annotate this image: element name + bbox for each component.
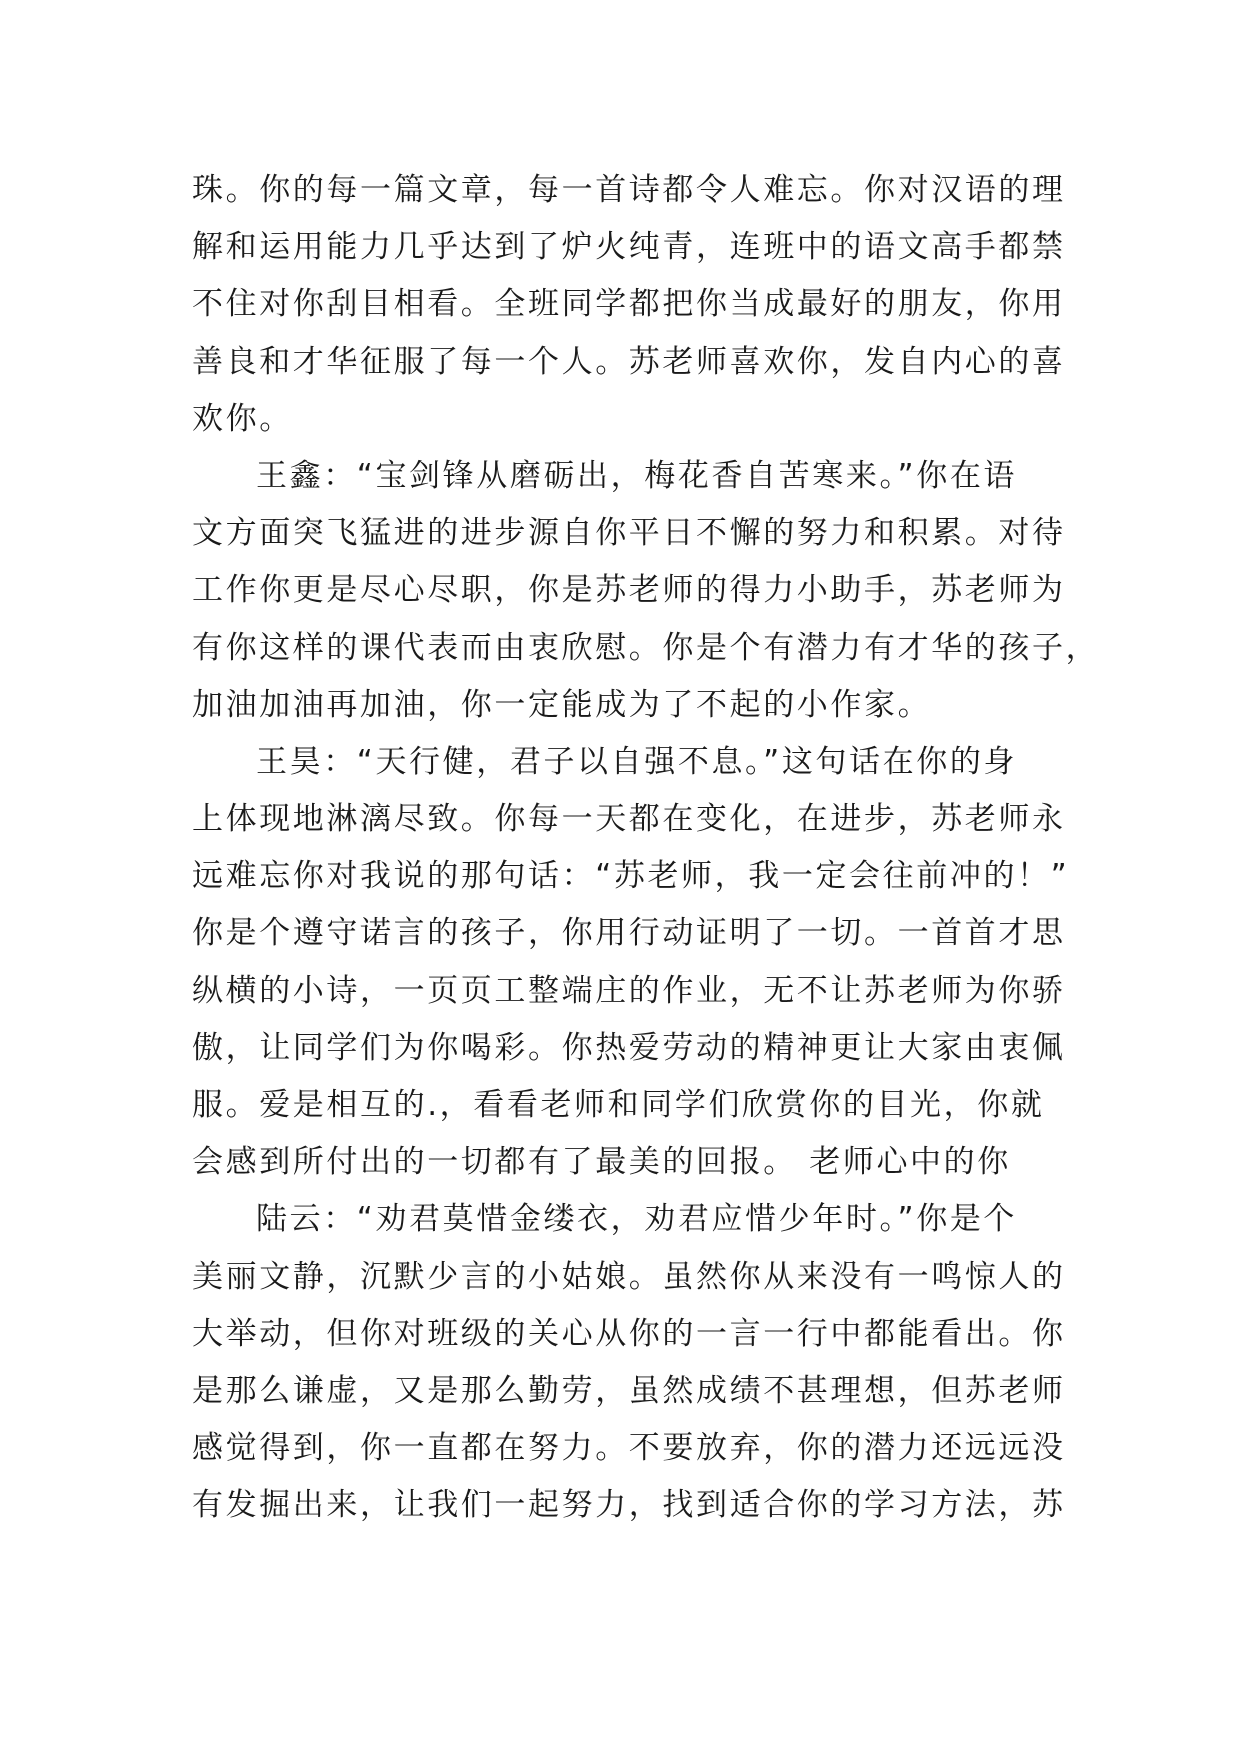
text-line: 有你这样的课代表而由衷欣慰。你是个有潜力有才华的孩子，: [192, 629, 1100, 666]
text-line: 大举动，但你对班级的关心从你的一言一行中都能看出。你: [192, 1315, 1066, 1352]
text-line: 远难忘你对我说的那句话：“苏老师，我一定会往前冲的！”: [192, 858, 1070, 895]
text-line: 美丽文静，沉默少言的小姑娘。虽然你从来没有一鸣惊人的: [192, 1258, 1066, 1295]
text-line: 工作你更是尽心尽职，你是苏老师的得力小助手，苏老师为: [192, 572, 1066, 609]
text-line: 不住对你刮目相看。全班同学都把你当成最好的朋友，你用: [192, 286, 1066, 323]
paragraph-start-luyun: 陆云：“劝君莫惜金缕衣，劝君应惜少年时。”你是个: [256, 1201, 1018, 1238]
text-line: 服。爱是相互的.，看看老师和同学们欣赏你的目光，你就: [192, 1087, 1045, 1123]
text-line: 解和运用能力几乎达到了炉火纯青，连班中的语文高手都禁: [192, 229, 1066, 266]
paragraph-start-wanghao: 王昊：“天行健，君子以自强不息。”这句话在你的身: [256, 743, 1018, 780]
text-line: 上体现地淋漓尽致。你每一天都在变化，在进步，苏老师永: [192, 801, 1066, 838]
text-line: 你是个遵守诺言的孩子，你用行动证明了一切。一首首才思: [192, 915, 1066, 952]
body-text: [192, 162, 1100, 1535]
text-line: 会感到所付出的一切都有了最美的回报。 老师心中的你: [192, 1144, 1011, 1181]
text-line: 是那么谦虚，又是那么勤劳，虽然成绩不甚理想，但苏老师: [192, 1372, 1066, 1409]
text-line: 珠。你的每一篇文章，每一首诗都令人难忘。你对汉语的理: [192, 172, 1066, 208]
text-line: 有发掘出来，让我们一起努力，找到适合你的学习方法，苏: [192, 1487, 1066, 1524]
text-line: 善良和才华征服了每一个人。苏老师喜欢你，发自内心的喜: [192, 343, 1066, 380]
text-line: 纵横的小诗，一页页工整端庄的作业，无不让苏老师为你骄: [192, 972, 1066, 1009]
text-line: 傲，让同学们为你喝彩。你热爱劳动的精神更让大家由衷佩: [192, 1029, 1066, 1066]
text-line: 文方面突飞猛进的进步源自你平日不懈的努力和积累。对待: [192, 515, 1066, 552]
paragraph-start-wangxin: 王鑫：“宝剑锋从磨砺出，梅花香自苦寒来。”你在语: [256, 457, 1018, 494]
text-line: 感觉得到，你一直都在努力。不要放弃，你的潜力还远远没: [192, 1430, 1066, 1467]
text-line: 加油加油再加油，你一定能成为了不起的小作家。: [192, 686, 932, 723]
text-line: 欢你。: [192, 400, 293, 437]
